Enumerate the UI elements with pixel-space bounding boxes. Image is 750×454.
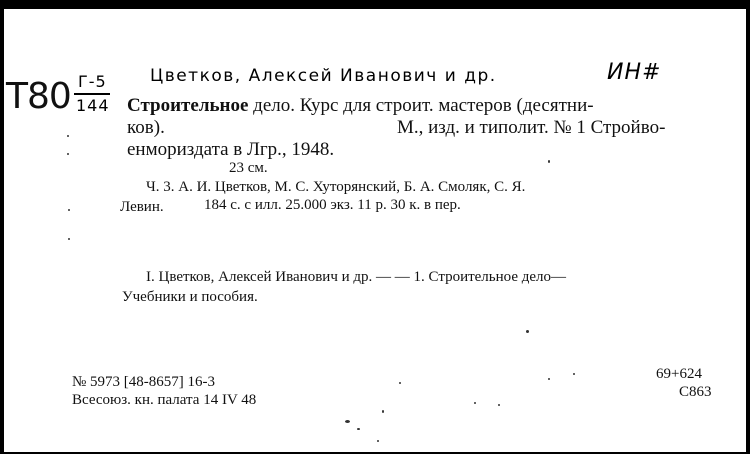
card-right-edge	[746, 0, 750, 454]
title-line-2: ков).	[127, 117, 165, 138]
author-code: С863	[679, 384, 712, 400]
details-line-1: Ч. 3. А. И. Цветков, М. С. Хуторянский, Б. А. Смоляк, С. Я.	[146, 179, 526, 195]
scan-speck	[377, 440, 379, 442]
scan-speck	[548, 378, 550, 380]
classification-index: 69+624	[656, 366, 702, 382]
details-line-2a: Левин.	[120, 199, 164, 215]
card-top-edge	[0, 0, 750, 9]
scan-speck	[573, 373, 575, 375]
title-line-1-rest: дело. Курс для строит. мастеров (десятни-	[253, 95, 594, 116]
call-number-divider	[74, 93, 110, 95]
scan-speck	[68, 209, 70, 211]
call-number-top: Г-5	[78, 72, 107, 91]
scan-speck	[68, 238, 70, 240]
tracings-line-1: I. Цветков, Алексей Иванович и др. — — 1. Строительное дело—	[146, 269, 567, 285]
scan-speck	[548, 160, 550, 163]
title-line-3: енмориздата в Лгр., 1948.	[127, 139, 335, 160]
details-line-2b: 184 с. с илл. 25.000 экз. 11 р. 30 к. в пер.	[204, 197, 461, 213]
title-line-1	[127, 96, 594, 115]
card-left-edge	[0, 0, 4, 454]
scan-speck	[382, 410, 384, 413]
scan-speck	[399, 382, 401, 384]
scan-speck	[474, 402, 476, 404]
call-number-bottom: 144	[76, 96, 110, 115]
scan-speck	[498, 404, 500, 406]
tracings-line-2: Учебники и пособия.	[122, 289, 258, 305]
scan-speck	[526, 330, 529, 333]
scan-speck	[345, 420, 350, 423]
handwritten-author: Цветков, Алексей Иванович и др.	[150, 66, 497, 86]
book-chamber: Всесоюз. кн. палата 14 IV 48	[72, 392, 257, 408]
title-heading-word: Строительное	[127, 95, 249, 116]
scan-speck	[67, 135, 69, 137]
scan-speck	[357, 428, 360, 430]
physical-size: 23 см.	[229, 160, 268, 176]
record-number: № 5973 [48-8657] 16-3	[72, 374, 216, 390]
imprint-line: М., изд. и типолит. № 1 Стройво-	[397, 117, 666, 138]
call-number-main: Т80	[6, 76, 71, 117]
scan-speck	[67, 153, 69, 155]
handwritten-note: ИН#	[607, 60, 662, 85]
